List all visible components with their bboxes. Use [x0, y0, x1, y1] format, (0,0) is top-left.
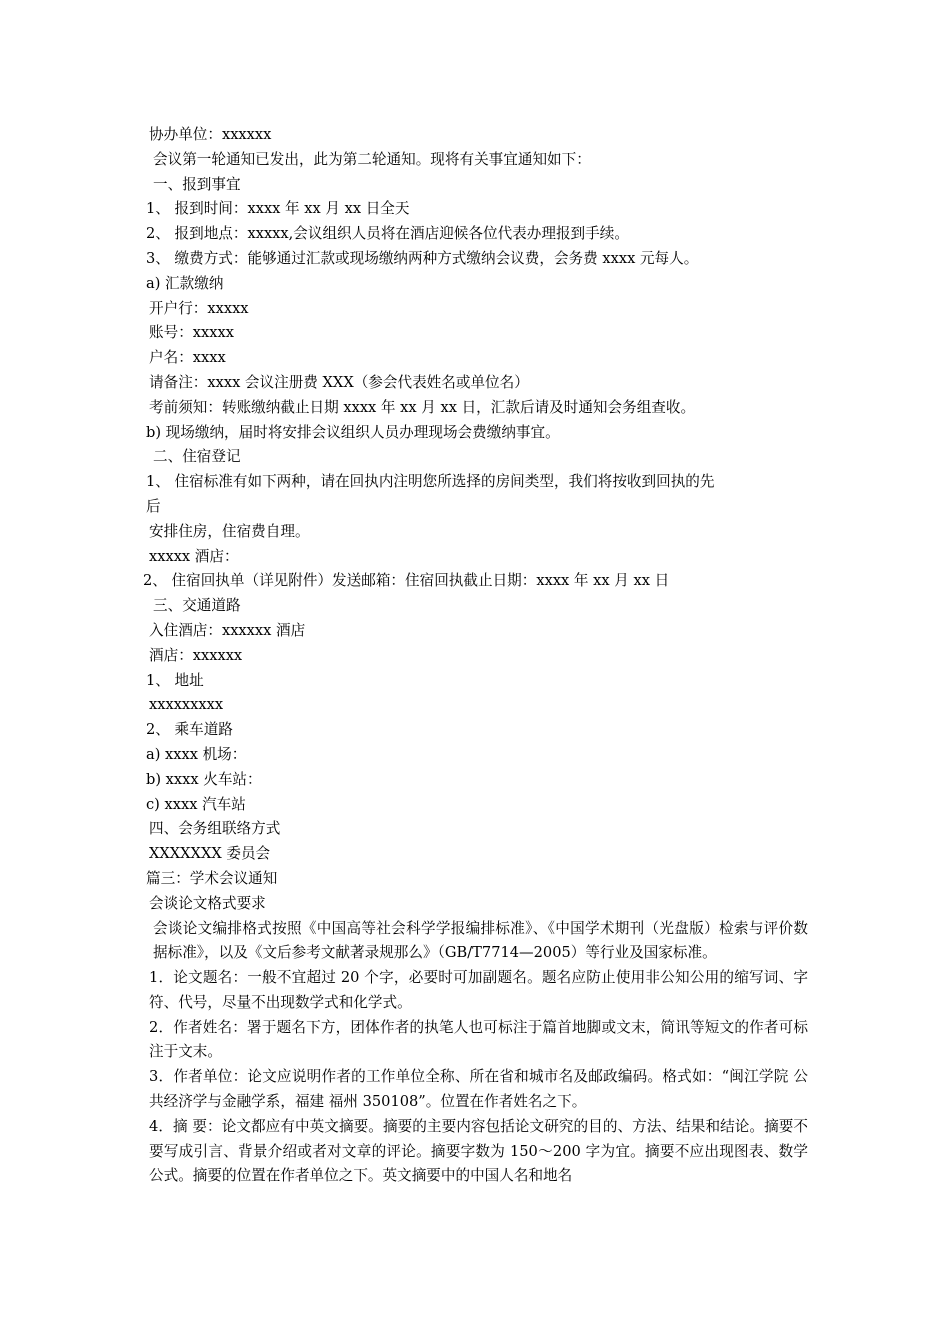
text-line: 会议第一轮通知已发出，此为第二轮通知。现将有关事宜通知如下： — [153, 150, 591, 168]
document-body — [143, 123, 808, 1189]
text-line: 1．论文题名：一般不宜超过 20 个字，必要时可加副题名。题名应防止使用非公知公用的缩写词、字符、代号，尽量不出现数学式和化学式。 — [149, 969, 808, 1011]
text-line: xxxxx 酒店： — [149, 547, 239, 565]
text-line: 酒店：xxxxxx — [149, 646, 243, 664]
text-line: b) xxxx 火车站： — [146, 770, 262, 788]
text-line: 2．作者姓名：署于题名下方，团体作者的执笔人也可标注于篇首地脚或文末，简讯等短文的作者可标注于文末。 — [149, 1018, 808, 1061]
text-line: 考前须知：转账缴纳截止日期 xxxx 年 xx 月 xx 日，汇款后请及时通知会务组查收。 — [149, 398, 696, 416]
text-line: 请备注：xxxx 会议注册费 XXX（参会代表姓名或单位名） — [149, 373, 529, 391]
text-line: 2、 报到地点：xxxxx,会议组织人员将在酒店迎候各位代表办理报到手续。 — [146, 225, 629, 243]
text-line: 二、住宿登记 — [153, 448, 241, 466]
text-line: 2、 乘车道路 — [146, 721, 233, 739]
text-line: 会谈论文编排格式按照《中国高等社会科学学报编排标准》、《中国学术期刊（光盘版）检索与评价数据标准》，以及《文后参考文献著录规那么》（GB/T7714—2005）等行业及国家标准。 — [153, 919, 808, 962]
text-line: 四、会务组联络方式 — [149, 820, 281, 838]
text-line: 3．作者单位：论文应说明作者的工作单位全称、所在省和城市名及邮政编码。格式如：“闽江学院 公共经济学与金融学系，福建 福州 350108”。位置在作者姓名之下。 — [149, 1068, 808, 1111]
text-line: a) xxxx 机场： — [146, 745, 247, 763]
text-line: 账号：xxxxx — [149, 324, 234, 342]
text-line: 安排住房，住宿费自理。 — [149, 522, 310, 540]
text-line: b) 现场缴纳，届时将安排会议组织人员办理现场会费缴纳事宜。 — [146, 423, 560, 441]
text-line: 三、交通道路 — [153, 597, 241, 615]
text-line: 入住酒店：xxxxxx 酒店 — [149, 621, 306, 639]
text-line: a) 汇款缴纳 — [146, 274, 224, 292]
text-line: xxxxxxxxx — [149, 696, 224, 714]
text-line: 3、 缴费方式：能够通过汇款或现场缴纳两种方式缴纳会议费，会务费 xxxx 元每人。 — [146, 249, 699, 267]
text-line: c) xxxx 汽车站 — [146, 795, 246, 813]
text-line: 协办单位：xxxxxx — [149, 126, 272, 143]
text-line: 一、报到事宜 — [153, 175, 241, 193]
text-line: 1、 地址 — [146, 671, 204, 689]
text-line: 户名：xxxx — [149, 349, 226, 367]
text-line: 后 — [146, 497, 161, 515]
text-line: 开户行：xxxxx — [149, 299, 249, 317]
text-line: 篇三：学术会议通知 — [146, 869, 278, 887]
text-line: 1、 报到时间：xxxx 年 xx 月 xx 日全天 — [146, 200, 410, 218]
text-line: 4．摘 要：论文都应有中英文摘要。摘要的主要内容包括论文研究的目的、方法、结果和结论。摘要不要写成引言、背景介绍或者对文章的评论。摘要字数为 150～200 字为宜。摘要不应出现图表、数学公式。摘要的位置在作者单位之下。英文摘要中的中国人名和地名 — [149, 1117, 808, 1185]
text-line: 2、 住宿回执单（详见附件）发送邮箱：住宿回执截止日期：xxxx 年 xx 月 xx 日 — [143, 572, 670, 590]
text-line: 1、 住宿标准有如下两种，请在回执内注明您所选择的房间类型，我们将按收到回执的先 — [146, 473, 715, 491]
text-line: 会谈论文格式要求 — [149, 894, 266, 912]
text-line: XXXXXXX 委员会 — [149, 845, 271, 863]
